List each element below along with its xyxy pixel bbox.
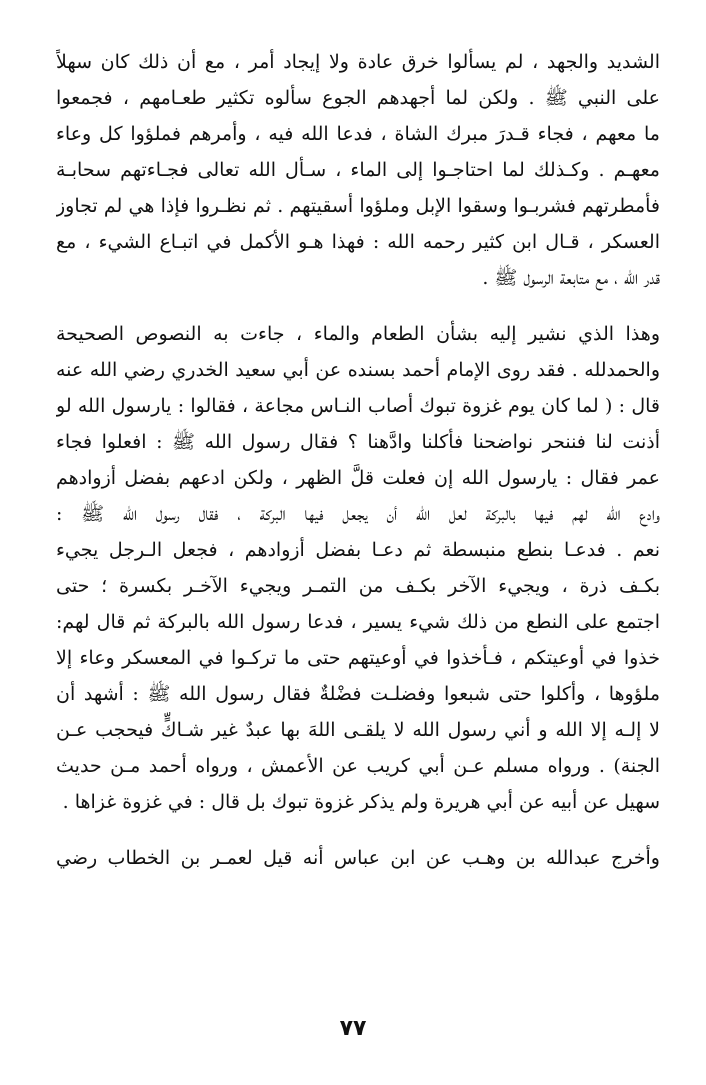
paragraph-1: [56, 44, 660, 296]
text-line: معهـم . وكـذلك لما احتاجـوا إلى الماء ، سـأل الله تعالى فجـاءتهم سحابـة: [56, 159, 660, 181]
text-line: نعم . فدعـا بنطع منبسطة ثم دعـا بفضل أزوادهم ، فجعل الـرجل يجيء: [56, 539, 660, 561]
text-line: قال : ( لما كان يوم غزوة تبوك أصاب النـاس مجاعة ، فقالوا : يارسول الله لو: [56, 395, 660, 417]
text-line: وهذا الذي نشير إليه بشأن الطعام والماء ، جاءت به النصوص الصحيحة: [56, 323, 660, 345]
text-line: والحمدلله . فقد روى الإمام أحمد بسنده عن أبي سعيد الخدري رضي الله عنه: [56, 359, 660, 381]
text-line: أذنت لنا فننحر نواضحنا فأكلنا وادَّهنا ؟ فقال رسول الله ﷺ : افعلوا فجاء: [56, 431, 660, 453]
text-line: الشديد والجهد ، لم يسألوا خرق عادة ولا إيجاد أمر ، مع أن ذلك كان سهلاً: [56, 51, 660, 73]
text-line: عمر فقال : يارسول الله إن فعلت قلَّ الظهر ، ولكن ادعهم بفضل أزوادهم: [56, 467, 660, 489]
text-line: بكـف ذرة ، ويجيء الآخر بكـف من التمـر ويجيء الآخـر بكسرة ؛ حتى: [56, 575, 660, 597]
text-line: وادع الله لهم فيها بالبركة لعل الله أن يجعل فيها البركة ، فقال رسول الله ﷺ :: [56, 503, 660, 525]
page-body: [56, 44, 660, 876]
text-line: على النبي ﷺ . ولكن لما أجهدهم الجوع سألوه تكثير طعـامهم ، فجمعوا: [56, 87, 660, 109]
text-line: اجتمع على النطع من ذلك شيء يسير ، فدعا رسول الله بالبركة ثم قال لهم:: [56, 611, 660, 633]
text-line: قدر الله ، مع متابعة الرسول ﷺ .: [482, 267, 660, 289]
text-line: الجنة) . ورواه مسلم عـن أبي كريب عن الأعمش ، ورواه أحمد مـن حديث: [56, 755, 660, 777]
paragraph-2: [56, 316, 660, 820]
text-line: لا إلـه إلا الله و أني رسول الله لا يلقـى اللهَ بها عبدٌ غير شـاكٍّ فيحجب عـن: [56, 719, 660, 741]
paragraph-3: [56, 840, 660, 876]
text-line: العسكر ، قـال ابن كثير رحمه الله : فهذا هـو الأكمل في اتبـاع الشيء ، مع: [56, 231, 660, 253]
text-line: ملؤوها ، وأكلوا حتى شبعوا وفضلـت فضْلةٌ فقال رسول الله ﷺ : أشهد أن: [56, 683, 660, 705]
text-line: سهيل عن أبيه عن أبي هريرة ولم يذكر غزوة تبوك بل قال : في غزوة غزاها .: [62, 791, 660, 813]
page-number: ٧٧: [339, 1016, 367, 1041]
text-line: وأخرج عبدالله بن وهـب عن ابن عباس أنه قيل لعمـر بن الخطاب رضي: [56, 847, 660, 869]
text-line: خذوا في أوعيتكم ، فـأخذوا في أوعيتهم حتى ما تركـوا في المعسكر وعاء إلا: [56, 647, 660, 669]
text-line: فأمطرتهم فشربـوا وسقوا الإبل وملؤوا أسقيتهم . ثم نظـروا فإذا هي لم تجاوز: [56, 195, 660, 217]
text-line: ما معهم ، فجاء قـدرَ مبرك الشاة ، فدعا الله فيه ، وأمرهم فملؤوا كل وعاء: [56, 123, 660, 145]
